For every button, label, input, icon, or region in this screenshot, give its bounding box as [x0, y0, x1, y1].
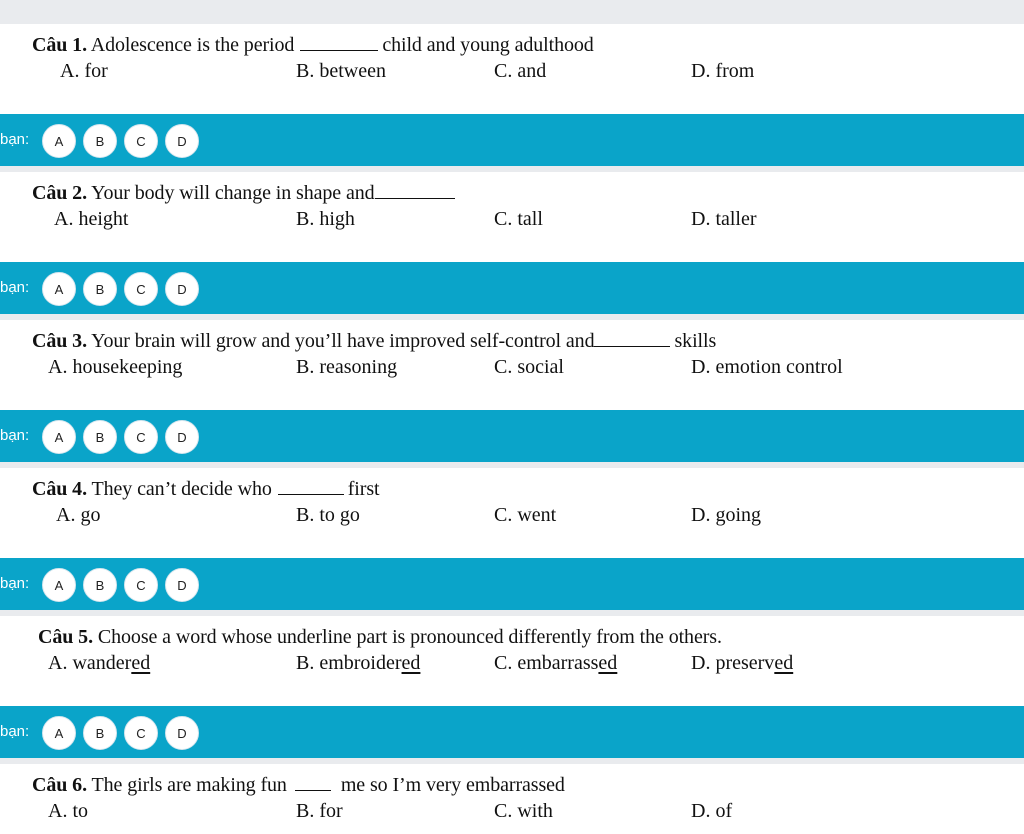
answer-bar-label: bạn: — [0, 279, 30, 296]
top-strip — [0, 0, 1024, 24]
option-b: B. reasoning — [296, 356, 398, 378]
answer-bar-label: bạn: — [0, 427, 30, 444]
option-d: D. preserved — [691, 652, 794, 674]
question-text: Câu 2. Your body will change in shape and — [32, 182, 459, 205]
option-c: C. tall — [494, 208, 543, 230]
option-b: B. high — [296, 208, 355, 230]
question-2 — [0, 172, 1024, 262]
choice-c-button[interactable]: C — [124, 716, 158, 750]
answer-bar-label: bạn: — [0, 723, 30, 740]
question-text: Câu 1. Adolescence is the period child and young adulthood — [32, 34, 594, 56]
answer-bar-1 — [0, 114, 1024, 166]
choice-c-button[interactable]: C — [124, 272, 158, 306]
choice-d-button[interactable]: D — [165, 568, 199, 602]
answer-bar-2 — [0, 262, 1024, 314]
answer-bar-3 — [0, 410, 1024, 462]
answer-blank — [375, 184, 455, 199]
choice-c-button[interactable]: C — [124, 124, 158, 158]
answer-bar-5 — [0, 706, 1024, 758]
option-a: A. wandered — [48, 652, 151, 674]
choice-b-button[interactable]: B — [83, 568, 117, 602]
question-4 — [0, 468, 1024, 558]
question-6 — [0, 764, 1024, 834]
question-text: Câu 4. They can’t decide who first — [32, 478, 380, 500]
choice-d-button[interactable]: D — [165, 716, 199, 750]
underlined-part: ed — [131, 652, 151, 674]
question-number: Câu 6. — [32, 774, 87, 796]
underlined-part: ed — [598, 652, 618, 674]
option-a: A. to — [48, 800, 88, 822]
choice-b-button[interactable]: B — [83, 272, 117, 306]
option-a: A. for — [60, 60, 108, 82]
option-d: D. emotion control — [691, 356, 843, 378]
option-b: B. to go — [296, 504, 360, 526]
underlined-part: ed — [401, 652, 421, 674]
choice-d-button[interactable]: D — [165, 420, 199, 454]
option-d: D. of — [691, 800, 733, 822]
answer-bar-label: bạn: — [0, 575, 30, 592]
question-text: Câu 6. The girls are making fun me so I’m very embarrassed — [32, 774, 565, 796]
option-c: C. and — [494, 60, 547, 82]
question-text: Câu 3. Your brain will grow and you’ll have improved self-control and skills — [32, 330, 717, 352]
choice-b-button[interactable]: B — [83, 716, 117, 750]
question-1 — [0, 24, 1024, 114]
choice-a-button[interactable]: A — [42, 568, 76, 602]
question-number: Câu 3. — [32, 330, 87, 352]
choice-d-button[interactable]: D — [165, 124, 199, 158]
question-5 — [0, 616, 1024, 706]
choice-c-button[interactable]: C — [124, 420, 158, 454]
option-c: C. went — [494, 504, 557, 526]
choice-b-button[interactable]: B — [83, 124, 117, 158]
option-a: A. housekeeping — [48, 356, 183, 378]
question-number: Câu 1. — [32, 34, 87, 56]
choice-a-button[interactable]: A — [42, 716, 76, 750]
question-number: Câu 4. — [32, 478, 87, 500]
answer-blank — [295, 776, 331, 791]
answer-blank — [300, 36, 378, 51]
question-number: Câu 2. — [32, 182, 87, 204]
choice-a-button[interactable]: A — [42, 272, 76, 306]
option-d: D. taller — [691, 208, 757, 230]
answer-blank — [594, 332, 670, 347]
choice-c-button[interactable]: C — [124, 568, 158, 602]
question-number: Câu 5. — [38, 626, 93, 648]
option-b: B. embroidered — [296, 652, 421, 674]
option-b: B. for — [296, 800, 343, 822]
answer-bar-label: bạn: — [0, 131, 30, 148]
choice-a-button[interactable]: A — [42, 420, 76, 454]
choice-b-button[interactable]: B — [83, 420, 117, 454]
option-d: D. going — [691, 504, 761, 526]
option-c: C. with — [494, 800, 553, 822]
choice-d-button[interactable]: D — [165, 272, 199, 306]
underlined-part: ed — [774, 652, 794, 674]
option-c: C. embarrassed — [494, 652, 618, 674]
answer-blank — [278, 480, 344, 495]
answer-bar-4 — [0, 558, 1024, 610]
option-a: A. go — [56, 504, 101, 526]
question-text: Câu 5. Choose a word whose underline part is pronounced differently from the others. — [38, 626, 722, 648]
option-a: A. height — [54, 208, 129, 230]
option-b: B. between — [296, 60, 386, 82]
question-3 — [0, 320, 1024, 410]
option-c: C. social — [494, 356, 564, 378]
option-d: D. from — [691, 60, 755, 82]
choice-a-button[interactable]: A — [42, 124, 76, 158]
